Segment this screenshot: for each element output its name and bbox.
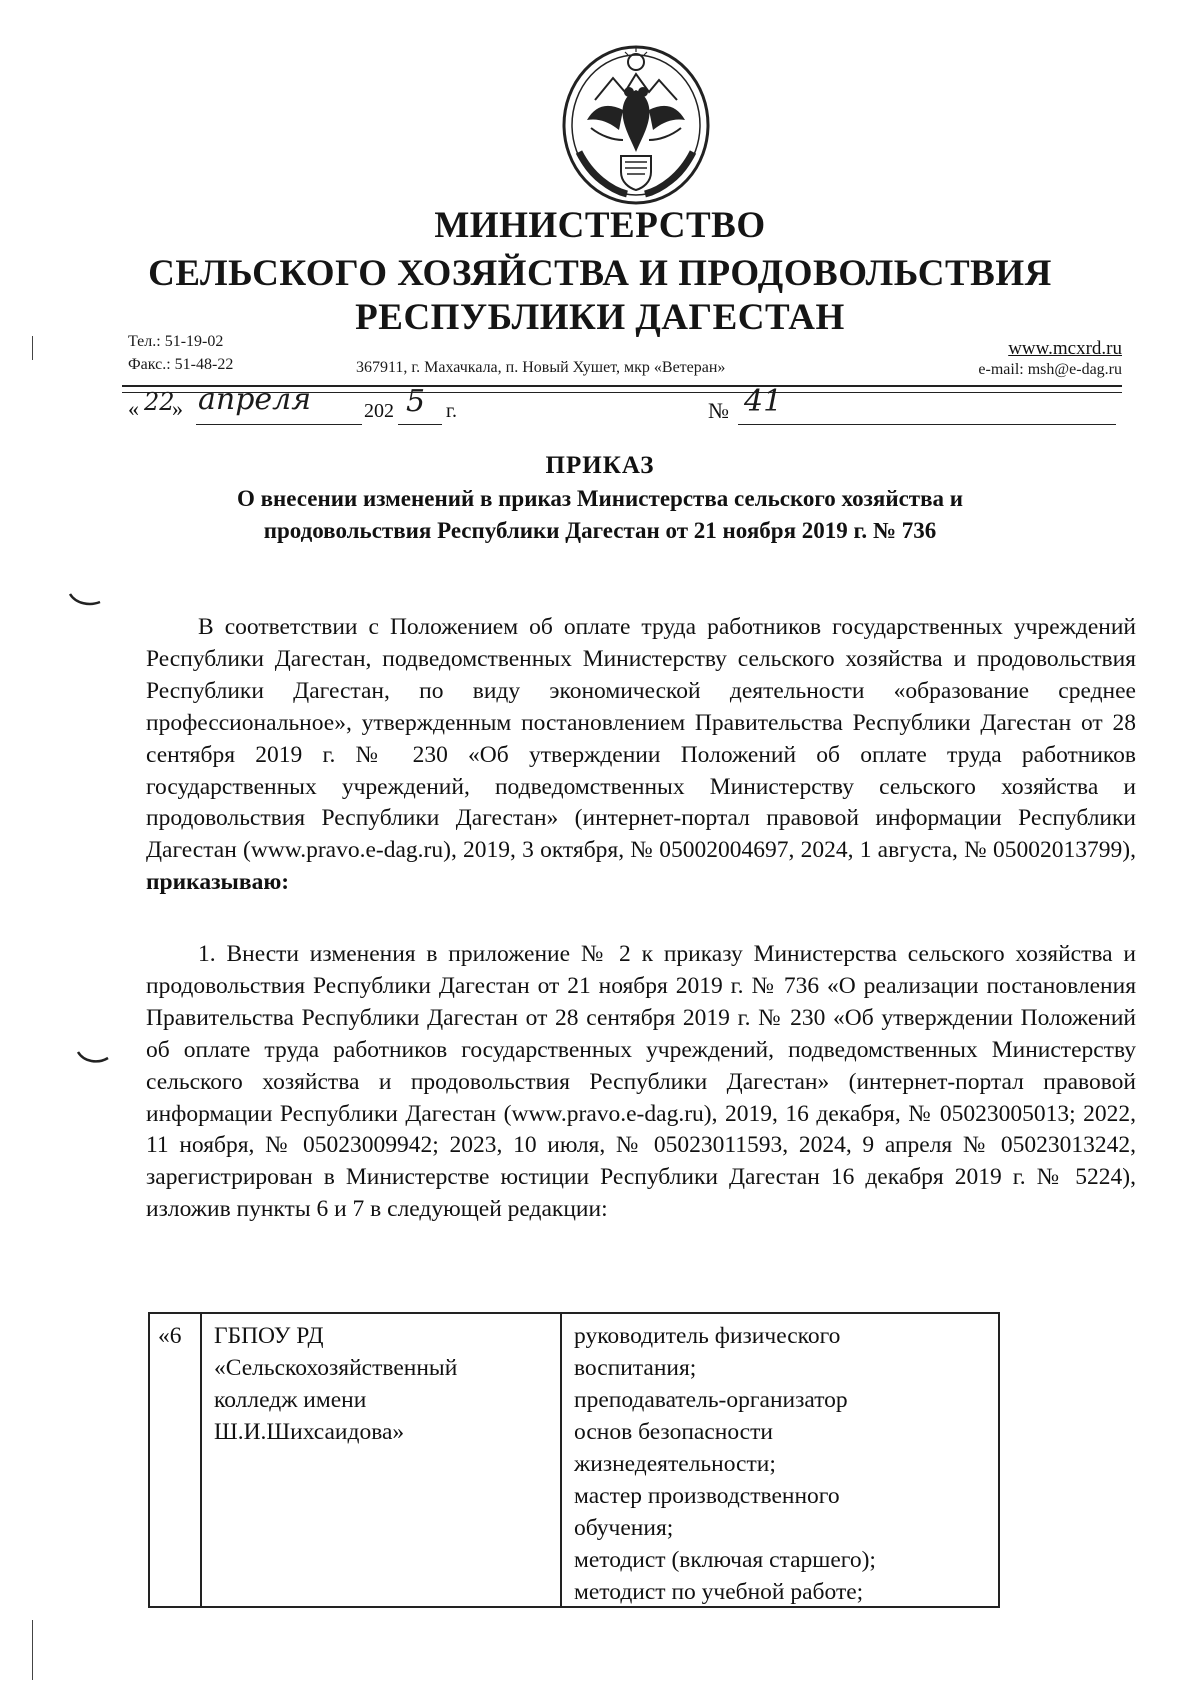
preamble-paragraph (146, 612, 1136, 899)
date-close-quote: » (172, 396, 183, 421)
order-subtitle-line1: О внесении изменений в приказ Министерства сельского хозяйства и (236, 486, 964, 511)
table-cell-organization (202, 1314, 562, 1606)
position-line: руководитель физического (574, 1323, 841, 1349)
order-number-sign: № (708, 398, 729, 423)
positions-table (148, 1312, 1000, 1608)
position-line: основ безопасности (574, 1419, 773, 1445)
phone-number: Тел.: 51-19-02 (128, 333, 224, 350)
preamble-text: В соответствии с Положением об оплате труда работников государственных учреждений Республики Дагестан, подведомственных Министерству сельского хозяйства и продовольствия Республики Дагестан, по виду экономической деятельности «образование среднее профессиональное», утвержденным постановлением Правительства Республики Дагестан от 28 сентября 2019 г. № 230 «Об утверждении Положений об оплате труда работников государственных учреждений, подведомственных Министерству сельского хозяйства и продовольствия Республики Дагестан» (интернет-портал правовой информации Республики Дагестан (www.pravo.e-dag.ru), 2019, 3 октября, № 05002004697, 2024, 1 августа, № 05002013799), (146, 614, 1136, 864)
organization-line: «Сельскохозяйственный (214, 1355, 458, 1381)
scan-edge-mark (32, 336, 33, 360)
ministry-title-line2: СЕЛЬСКОГО ХОЗЯЙСТВА И ПРОДОВОЛЬСТВИЯ (148, 253, 1052, 294)
website-link[interactable]: www.mcxrd.ru (1008, 338, 1122, 359)
position-line: жизнедеятельности; (574, 1451, 776, 1477)
table-cell-number (150, 1314, 202, 1606)
positions-list (562, 1314, 998, 1608)
position-line: воспитания; (574, 1355, 697, 1381)
organization-line: ГБПОУ РД (214, 1323, 324, 1349)
fax-number: Факс.: 51-48-22 (128, 356, 234, 373)
row-number: «6 (158, 1323, 182, 1349)
position-line: методист по учебной работе; (574, 1579, 864, 1605)
margin-mark-icon (66, 590, 106, 610)
date-day: 22 (144, 388, 175, 416)
postal-address: 367911, г. Махачкала, п. Новый Хушет, мкр «Ветеран» (356, 359, 726, 376)
order-number-underline (738, 424, 1116, 425)
order-subtitle-line2: продовольствия Республики Дагестан от 21 ноября 2019 г. № 736 (263, 518, 937, 543)
order-verb: приказываю: (146, 869, 290, 896)
position-line: методист (включая старшего); (574, 1547, 876, 1573)
organization-line: колледж имени (214, 1387, 367, 1413)
email-address: e-mail: msh@e-dag.ru (978, 361, 1122, 378)
organization-line: Ш.И.Шихсаидова» (214, 1419, 405, 1445)
date-year-suffix: г. (446, 400, 457, 422)
date-month: апреля (198, 382, 312, 417)
ministry-title-line3: РЕСПУБЛИКИ ДАГЕСТАН (355, 297, 845, 338)
position-line: обучения; (574, 1515, 674, 1541)
scan-edge-mark (32, 1620, 33, 1680)
margin-mark-icon (74, 1048, 114, 1068)
date-number-line (128, 382, 1118, 434)
order-title: ПРИКАЗ (545, 452, 655, 479)
position-line: преподаватель-организатор (574, 1387, 848, 1413)
date-year-underline (398, 424, 442, 425)
date-year-prefix: 202 (364, 400, 394, 422)
order-number: 41 (744, 384, 783, 419)
clause-1-paragraph: 1. Внести изменения в приложение № 2 к приказу Министерства сельского хозяйства и продовольствия Республики Дагестан от 21 ноября 2019 г. № 736 «О реализации постановления Правительства Республики Дагестан от 28 сентября 2019 г. № 230 «Об утверждении Положений об оплате труда работников государственных учреждений, подведомственных Министерству сельского хозяйства и продовольствия Республики Дагестан» (интернет-портал правовой информации Республики Дагестан (www.pravo.e-dag.ru), 2019, 16 декабря, № 05023005013; 2022, 11 ноября, № 05023009942; 2023, 10 июля, № 05023011593, 2024, 9 апреля № 05023013242, зарегистрирован в Министерстве юстиции Республики Дагестан 16 декабря 2019 г. № 5224), изложив пункты 6 и 7 в следующей редакции: (146, 941, 1136, 1223)
position-line: мастер производственного (574, 1483, 840, 1509)
organization-name (202, 1314, 560, 1448)
date-year-digit: 5 (406, 384, 426, 419)
date-open-quote: « (128, 396, 139, 421)
ministry-title-line1: МИНИСТЕРСТВО (434, 205, 766, 246)
table-cell-positions (562, 1314, 998, 1606)
emblem-icon (555, 40, 717, 210)
date-month-underline (196, 424, 362, 425)
